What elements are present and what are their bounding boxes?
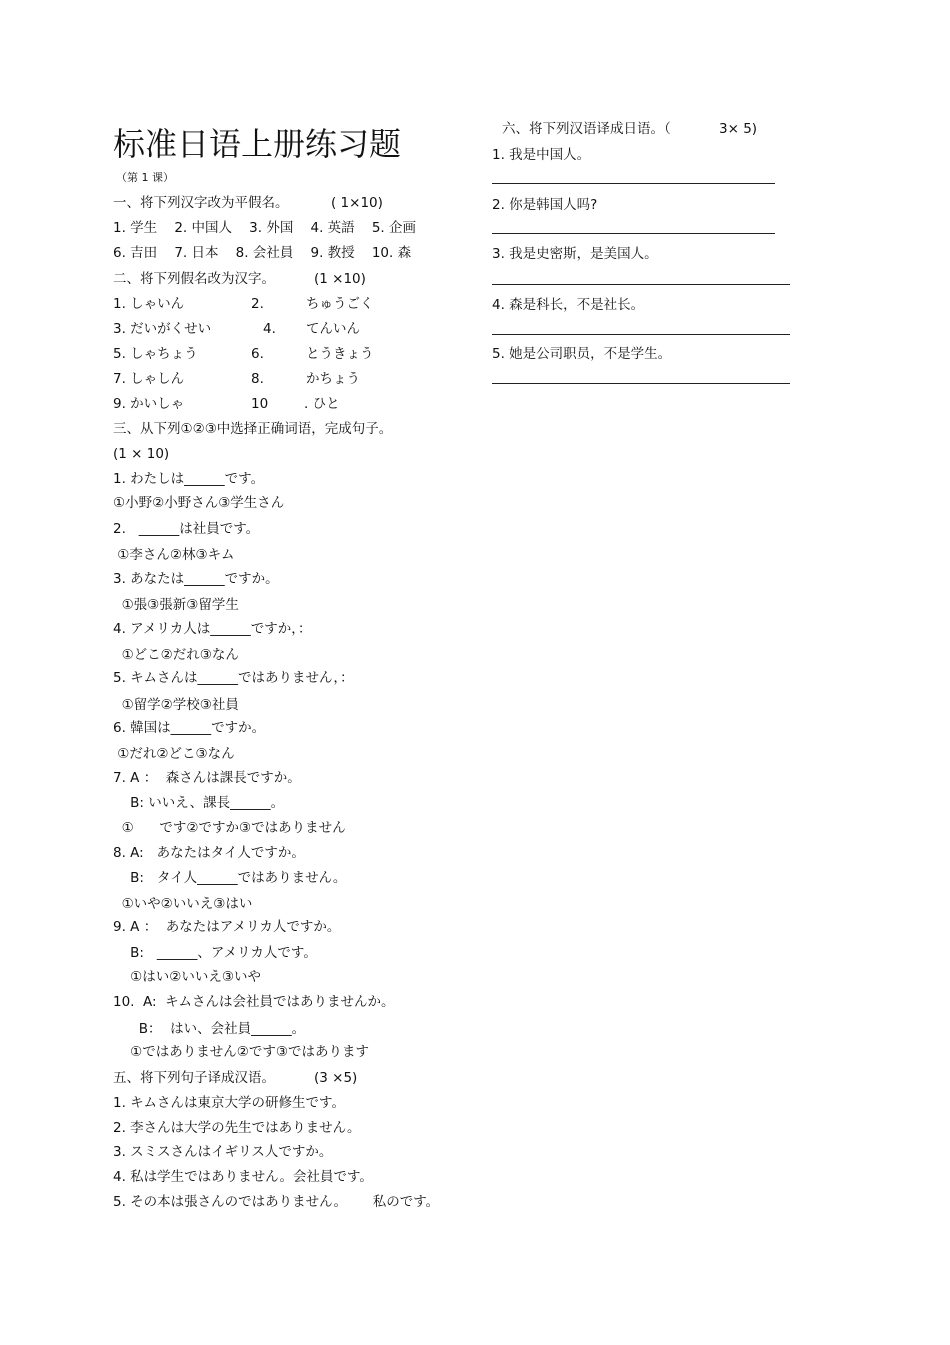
section5-line: 2. 李さんは大学の先生ではありません。 (113, 1120, 361, 1136)
section3-score: (1 × 10) (113, 446, 170, 462)
section3-line: 6. 韓国は______ですか。 (113, 720, 266, 736)
section3-line: 1. わたしは______です。 (113, 471, 265, 487)
section3-line: 10. A: キムさんは会社員ではありませんか。 (113, 994, 395, 1010)
section3-line: 7. A ： 森さんは課長ですか。 (113, 770, 301, 786)
page-title: 标准日语上册练习题 (113, 125, 402, 163)
section3-line: ①だれ②どこ③なん (113, 746, 235, 762)
section3-line: ①小野②小野さん③学生さん (113, 495, 285, 511)
section6-item: 1. 我是中国人。 (492, 147, 591, 163)
section2-item: かちょう (306, 371, 360, 387)
section5-heading: 五、将下列句子译成汉语。 (113, 1070, 275, 1086)
section3-line: 2. ______は社員です。 (113, 521, 260, 537)
section2-score: (1 ×10) (314, 271, 366, 287)
section3-line: ①李さん②林③キム (113, 547, 235, 563)
section3-line: ①張③張新③留学生 (113, 597, 239, 613)
section3-line: B： はい、会社員______。 (113, 1021, 306, 1037)
section6-item: 3. 我是史密斯，是美国人。 (492, 246, 658, 262)
section2-item-number: 8. (251, 371, 264, 387)
section2-item: . ひと (304, 396, 340, 412)
section2-heading: 二、将下列假名改为汉字。 (113, 271, 275, 287)
section5-line: 4. 私は学生ではありません。会社員です。 (113, 1169, 373, 1185)
section2-item: 7. しゃしん (113, 371, 185, 387)
section5-line: 1. キムさんは東京大学の研修生です。 (113, 1095, 345, 1111)
lesson-label: （第 1 课） (116, 171, 174, 184)
section3-line: 4. アメリカ人は______ですか，： (113, 621, 312, 637)
section5-score: (3 ×5) (314, 1070, 358, 1086)
section2-item-number: 2. (251, 296, 264, 312)
section1-row-1: 1. 学生 2. 中国人 3. 外国 4. 英語 5. 企画 (113, 220, 417, 236)
section1-score: ( 1×10) (331, 195, 383, 211)
section3-line: ①はい②いいえ③いや (113, 969, 261, 985)
section2-item: 9. かいしゃ (113, 396, 185, 412)
section6-item: 2. 你是韩国人吗? (492, 197, 598, 213)
section3-line: B: タイ人______ではありません。 (113, 870, 347, 886)
section6-item: 5. 她是公司职员，不是学生。 (492, 346, 672, 362)
section3-line: B: いいえ、課長______。 (113, 795, 285, 811)
section3-heading: 三、从下列①②③中选择正确词语，完成句子。 (113, 421, 393, 437)
section2-item: 3. だいがくせい (113, 321, 212, 337)
section2-item: てんいん (306, 321, 360, 337)
section6-heading: 六、将下列汉语译成日语。（ (502, 121, 671, 137)
section6-score: 3× 5) (719, 121, 758, 137)
section3-line: ①留学②学校③社員 (113, 697, 239, 713)
section1-row-2: 6. 吉田 7. 日本 8. 会社員 9. 教授 10. 森 (113, 245, 412, 261)
section3-line: ①どこ②だれ③なん (113, 647, 239, 663)
section2-item-number: 6. (251, 346, 264, 362)
section5-line: 5. その本は張さんのではありません。 私のです。 (113, 1194, 440, 1210)
section3-line: B: ______、アメリカ人です。 (113, 945, 317, 961)
section3-line: 3. あなたは______ですか。 (113, 571, 279, 587)
section6-item: 4. 森是科长，不是社长。 (492, 297, 645, 313)
section3-line: 8. A: あなたはタイ人ですか。 (113, 845, 305, 861)
answer-line[interactable] (492, 284, 790, 285)
section3-line: ①いや②いいえ③はい (113, 896, 253, 912)
section2-item: 5. しゃちょう (113, 346, 198, 362)
section1-heading: 一、将下列汉字改为平假名。 (113, 195, 289, 211)
answer-line[interactable] (492, 183, 775, 184)
answer-line[interactable] (492, 233, 775, 234)
section2-item: ちゅうごく (306, 296, 374, 312)
answer-line[interactable] (492, 383, 790, 384)
section3-line: ① です②ですか③ではありません (113, 820, 346, 836)
section2-item: とうきょう (306, 346, 374, 362)
section3-line: 9. A ： あなたはアメリカ人ですか。 (113, 919, 341, 935)
section2-item: 1. しゃいん (113, 296, 185, 312)
section2-item-number: 10 (251, 396, 269, 412)
answer-line[interactable] (492, 334, 790, 335)
section3-line: ①ではありません②です③ではあります (113, 1044, 369, 1060)
section3-line: 5. キムさんは______ではありません，： (113, 670, 354, 686)
section2-item-number: 4. (263, 321, 276, 337)
section5-line: 3. スミスさんはイギリス人ですか。 (113, 1144, 333, 1160)
